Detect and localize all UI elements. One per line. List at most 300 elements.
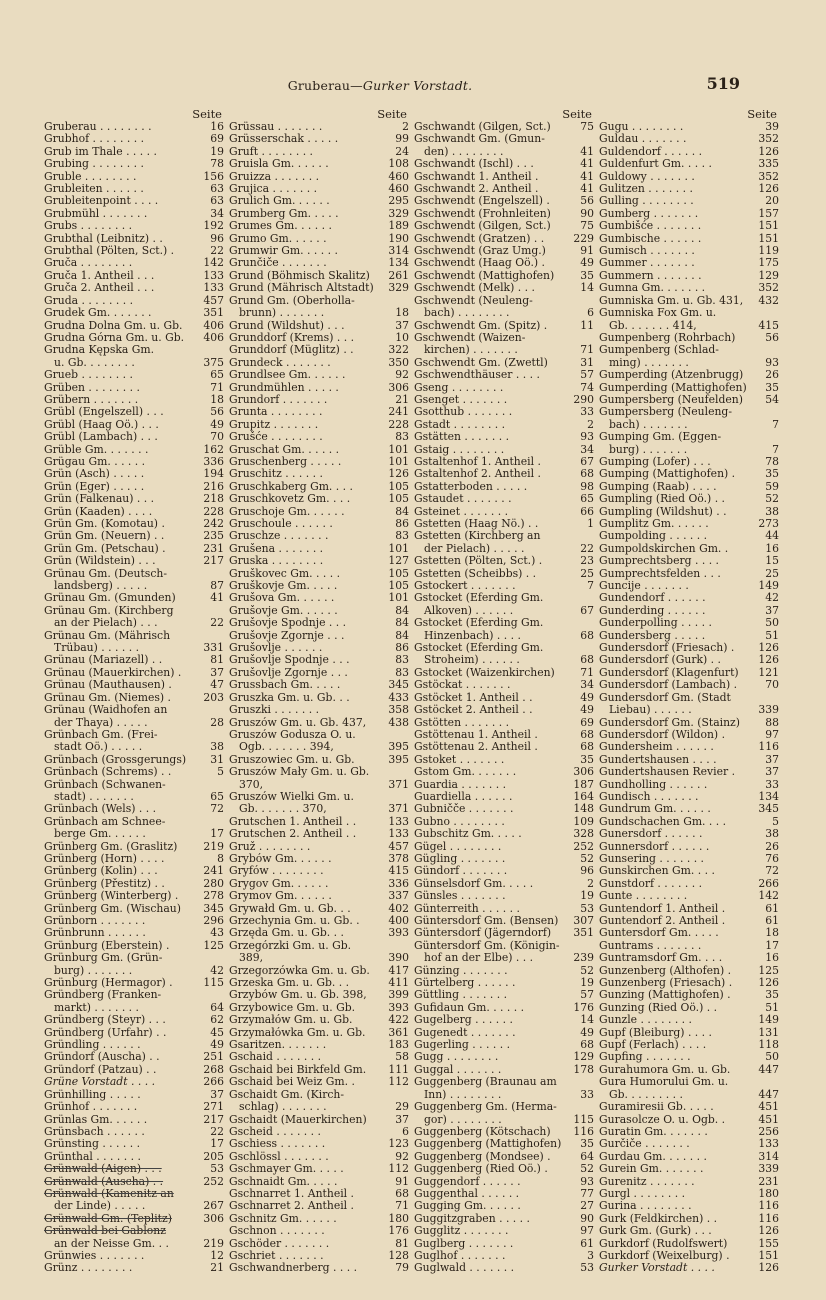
index-entry xyxy=(229,580,409,592)
index-entry-continuation xyxy=(229,741,409,753)
index-place-name: Gumperding (Atzenbrugg) xyxy=(599,369,744,382)
index-place-name: Grussbach Gm. . . . . xyxy=(229,679,341,692)
index-entry xyxy=(599,171,779,183)
index-page-ref: 71 xyxy=(580,666,594,679)
index-page-ref: 75 xyxy=(580,220,594,233)
index-page-ref: 44 xyxy=(765,530,779,543)
index-entry xyxy=(599,382,779,394)
index-place-name: Gstoket . . . . . . . xyxy=(414,753,505,766)
index-place-name: Gschwendt Gm. (Spitz) . xyxy=(414,319,548,332)
index-entry xyxy=(44,890,224,902)
index-entry xyxy=(414,1250,594,1262)
index-place-name: Gruschkovetz Gm. . . . xyxy=(229,493,351,506)
index-entry xyxy=(414,791,594,803)
index-place-name: Gschwendt (Engelszell) . xyxy=(414,195,550,208)
index-entry xyxy=(599,282,779,294)
index-page-ref: 99 xyxy=(395,133,409,146)
index-place-name: Gründberg (Steyr) . . . xyxy=(44,1014,166,1027)
index-place-name: Gründorf (Auscha) . . xyxy=(44,1051,160,1064)
index-page-ref: 35 xyxy=(765,381,779,394)
index-place-name: Grubthal (Pölten, Sct.) . xyxy=(44,245,175,258)
index-page-ref: 134 xyxy=(388,257,409,270)
index-entry xyxy=(229,630,409,642)
index-page-ref: 235 xyxy=(203,530,224,543)
index-entry xyxy=(599,977,779,989)
index-place-name: Grudek Gm. . . . . . . xyxy=(44,307,152,320)
index-entry xyxy=(44,543,224,555)
index-page-ref: 219 xyxy=(203,1237,224,1250)
index-place-name: 389, xyxy=(239,952,264,965)
index-page-ref: 72 xyxy=(210,803,224,816)
index-place-name: Gruszów Wielki Gm. u. xyxy=(229,790,354,803)
index-page-ref: 128 xyxy=(388,1249,409,1262)
index-entry xyxy=(414,382,594,394)
index-place-name: Gumprechtsfelden . . . xyxy=(599,567,721,580)
index-page-ref: 351 xyxy=(573,927,594,940)
index-place-name: Gschaid bei Weiz Gm. . xyxy=(229,1076,355,1089)
index-page-ref: 149 xyxy=(758,580,779,593)
index-page-ref: 176 xyxy=(388,1225,409,1238)
index-page-ref: 129 xyxy=(758,269,779,282)
index-entry xyxy=(229,506,409,518)
index-page-ref: 83 xyxy=(395,654,409,667)
index-place-name: Gunte . . . . . . . . xyxy=(599,890,688,903)
index-entry-continuation xyxy=(414,1114,594,1126)
index-entry xyxy=(414,580,594,592)
index-entry xyxy=(414,1151,594,1163)
index-place-name: Grujica . . . . . . . xyxy=(229,183,318,196)
index-entry xyxy=(599,592,779,604)
index-entry-continuation xyxy=(44,741,224,753)
index-place-name: Gschnarret 2. Antheil . xyxy=(229,1200,354,1213)
index-place-name: Gruschoje Gm. . . . . . xyxy=(229,505,345,518)
index-entry xyxy=(599,568,779,580)
index-place-name: Gumpenberg (Schlad- xyxy=(599,344,719,357)
index-page-ref: 125 xyxy=(203,939,224,952)
index-entry xyxy=(44,568,224,580)
index-page-ref: 84 xyxy=(395,604,409,617)
index-entry xyxy=(44,307,224,319)
index-place-name: Gstöckat . . . . . . . xyxy=(414,679,511,692)
index-page-ref: 406 xyxy=(203,331,224,344)
index-page-ref: 176 xyxy=(573,1001,594,1014)
index-entry xyxy=(599,717,779,729)
index-place-name: Grünau (Mariazell) . . xyxy=(44,654,163,667)
index-page-ref: 52 xyxy=(580,1163,594,1176)
index-page-ref: 126 xyxy=(758,1262,779,1275)
index-page-ref: 41 xyxy=(580,145,594,158)
index-entry xyxy=(229,1238,409,1250)
index-entry xyxy=(414,704,594,716)
index-page-ref: 126 xyxy=(758,977,779,990)
index-page-ref: 96 xyxy=(580,865,594,878)
index-place-name: Gunstdorf . . . . . . . xyxy=(599,877,703,890)
index-place-name: Grünhilling . . . . . xyxy=(44,1088,141,1101)
index-entry xyxy=(414,989,594,1001)
index-entry xyxy=(44,592,224,604)
index-page-ref: 70 xyxy=(210,431,224,444)
index-page-ref: 278 xyxy=(203,890,224,903)
index-entry xyxy=(414,257,594,269)
index-page-ref: 50 xyxy=(765,617,779,630)
index-page-ref: 84 xyxy=(395,617,409,630)
index-entry xyxy=(229,1163,409,1175)
index-entry xyxy=(414,853,594,865)
index-entry xyxy=(44,878,224,890)
index-entry xyxy=(229,1089,409,1101)
index-place-name: Grušovje Zgornje . . . xyxy=(229,629,345,642)
index-entry xyxy=(44,1101,224,1113)
index-place-name: Gschöder . . . . . . . xyxy=(229,1237,330,1250)
index-entry xyxy=(414,555,594,567)
index-place-name: Guldowy . . . . . . . xyxy=(599,170,695,183)
index-page-ref: 35 xyxy=(765,989,779,1002)
index-page-ref: 49 xyxy=(210,418,224,431)
index-entry xyxy=(599,828,779,840)
index-place-name: Grzymałówka Gm. u. Gb. xyxy=(229,1026,366,1039)
index-entry xyxy=(229,989,409,1001)
index-page-ref: 371 xyxy=(388,778,409,791)
index-entry xyxy=(414,233,594,245)
index-entry xyxy=(414,195,594,207)
index-place-name: Grünburg (Eberstein) . xyxy=(44,939,170,952)
index-entry xyxy=(229,915,409,927)
index-entry xyxy=(599,989,779,1001)
index-place-name: Grüben . . . . . . . . xyxy=(44,381,140,394)
index-page-ref: 23 xyxy=(580,555,594,568)
index-place-name: Gundertshausen . . . . xyxy=(599,753,717,766)
column-header-seite: Seite xyxy=(747,107,777,121)
index-entry xyxy=(44,841,224,853)
index-page-ref: 155 xyxy=(758,1237,779,1250)
index-page-ref: 53 xyxy=(210,1163,224,1176)
index-column-1 xyxy=(44,108,224,1275)
index-page-ref: 28 xyxy=(210,716,224,729)
index-entry xyxy=(44,853,224,865)
index-page-ref: 29 xyxy=(395,1101,409,1114)
index-entry xyxy=(414,1200,594,1212)
index-place-name: Grünbach (Grossgerungs) xyxy=(44,753,187,766)
index-entry xyxy=(44,394,224,406)
index-place-name: u. Gb. . . . . . . . xyxy=(54,356,135,369)
index-page-ref: 47 xyxy=(210,679,224,692)
index-entry xyxy=(414,592,594,604)
index-place-name: Gschwendt (Neuleng- xyxy=(414,294,533,307)
index-place-name: Gumpling (Ried Oö.) . . xyxy=(599,493,725,506)
index-place-name: Gundschachen Gm. . . . xyxy=(599,815,727,828)
index-place-name: ming) . . . . . . . xyxy=(609,356,689,369)
index-place-name: Grund (Mährisch Altstadt) xyxy=(229,282,374,295)
index-entry xyxy=(44,667,224,679)
index-page-ref: 35 xyxy=(580,1138,594,1151)
index-page-ref: 296 xyxy=(203,915,224,927)
index-place-name: Gruszów Gm. u. Gb. 437, xyxy=(229,716,367,729)
index-place-name: Gundersdorf (Klagenfurt) xyxy=(599,666,739,679)
index-entry xyxy=(599,245,779,257)
index-page-ref: 119 xyxy=(758,245,779,258)
index-entry-continuation xyxy=(599,419,779,431)
index-page-ref: 2 xyxy=(402,121,409,133)
index-place-name: der Linde) . . . . . xyxy=(54,1200,146,1213)
index-page-ref: 219 xyxy=(203,840,224,853)
index-page-ref: 451 xyxy=(758,1113,779,1126)
index-place-name: Gruft . . . . . . . . xyxy=(229,145,313,158)
index-place-name: Gundersdorf (Gurk) . . xyxy=(599,654,721,667)
index-entry xyxy=(414,481,594,493)
index-entry xyxy=(599,952,779,964)
index-entry-continuation xyxy=(414,146,594,158)
index-entry xyxy=(599,1002,779,1014)
index-place-name: Gründling . . . . . . xyxy=(44,1039,141,1052)
index-place-name: Guntendorf 2. Antheil . xyxy=(599,915,726,927)
index-place-name: Guggenberg (Braunau am xyxy=(414,1076,557,1089)
index-entry xyxy=(414,803,594,815)
index-page-ref: 345 xyxy=(388,679,409,692)
index-page-ref: 101 xyxy=(388,592,409,605)
index-entry xyxy=(229,357,409,369)
index-entry xyxy=(44,692,224,704)
index-page-ref: 395 xyxy=(388,753,409,766)
index-entry xyxy=(599,208,779,220)
index-entry xyxy=(414,890,594,902)
index-page-ref: 76 xyxy=(765,852,779,865)
index-place-name: Gupf (Ferlach) . . . . xyxy=(599,1039,707,1052)
index-entry xyxy=(414,568,594,580)
index-entry xyxy=(229,642,409,654)
index-page-ref: 101 xyxy=(388,542,409,555)
index-page-ref: 26 xyxy=(765,840,779,853)
index-entry xyxy=(414,295,594,307)
index-place-name: Gründorf (Patzau) . . xyxy=(44,1063,157,1076)
index-entry-continuation xyxy=(229,779,409,791)
index-page-ref: 54 xyxy=(765,393,779,406)
index-page-ref: 33 xyxy=(580,406,594,419)
index-place-name: Gstetten (Kirchberg an xyxy=(414,530,541,543)
index-page-ref: 339 xyxy=(758,704,779,717)
index-place-name: Gschwandt (Gilgen, Sct.) xyxy=(414,121,551,133)
index-page-ref: 68 xyxy=(580,741,594,754)
index-entry xyxy=(229,903,409,915)
index-place-name: Gupfing . . . . . . . xyxy=(599,1051,691,1064)
index-page-ref: 105 xyxy=(388,493,409,506)
index-entry xyxy=(599,456,779,468)
index-entry xyxy=(599,220,779,232)
index-entry-continuation xyxy=(44,717,224,729)
index-page-ref: 345 xyxy=(203,902,224,915)
index-page-ref: 162 xyxy=(203,443,224,456)
index-place-name: Gruszów Godusza O. u. xyxy=(229,728,356,741)
index-place-name: Gstötten . . . . . . . xyxy=(414,716,510,729)
index-entry xyxy=(44,630,224,642)
index-entry xyxy=(44,654,224,666)
index-entry xyxy=(599,146,779,158)
index-entry xyxy=(414,1126,594,1138)
index-place-name: Gumniska Gm. u. Gb. 431, xyxy=(599,294,744,307)
index-entry-continuation xyxy=(414,654,594,666)
index-page-ref: 22 xyxy=(580,542,594,555)
index-page-ref: 252 xyxy=(573,840,594,853)
index-entry xyxy=(44,865,224,877)
index-page-ref: 18 xyxy=(765,927,779,940)
index-page-ref: 74 xyxy=(580,381,594,394)
index-entry xyxy=(414,878,594,890)
index-page-ref: 16 xyxy=(210,121,224,133)
index-place-name: Grund (Wildshut) . . . xyxy=(229,319,345,332)
index-page-ref: 339 xyxy=(758,1163,779,1176)
index-place-name: Grzegórzki Gm. u. Gb. xyxy=(229,939,352,952)
index-place-name: Gundersdorf Gm. (Stadt xyxy=(599,691,731,704)
index-place-name: kirchen) . . . . . . . xyxy=(424,344,518,357)
index-page-ref: 126 xyxy=(388,468,409,481)
index-place-name: Grušova Gm. . . . . . xyxy=(229,592,335,605)
index-entry xyxy=(44,493,224,505)
index-entry xyxy=(599,816,779,828)
index-place-name: Gupf (Bleiburg) . . . . xyxy=(599,1026,712,1039)
index-place-name: Gruškovje Gm. . . . . xyxy=(229,580,338,593)
index-page-ref: 68 xyxy=(580,654,594,667)
index-page-ref: 2 xyxy=(587,877,594,890)
index-page-ref: 58 xyxy=(395,1051,409,1064)
index-place-name: Grzegorzówka Gm. u. Gb. xyxy=(229,964,370,977)
index-page-ref: 336 xyxy=(388,877,409,890)
index-entry xyxy=(599,965,779,977)
index-place-name: Gunersdorf . . . . . . xyxy=(599,828,703,841)
index-page-ref: 62 xyxy=(210,1014,224,1027)
header-title xyxy=(0,78,760,93)
index-place-name: Stroheim) . . . . . . xyxy=(424,654,520,667)
index-place-name: Güntersdorf Gm. (Königin- xyxy=(414,939,560,952)
index-place-name: Grušovlje Zgornje . . . xyxy=(229,666,348,679)
index-place-name: Gruschat Gm. . . . . . xyxy=(229,443,340,456)
index-page-ref: 328 xyxy=(573,828,594,841)
index-page-ref: 133 xyxy=(203,282,224,295)
index-entry xyxy=(229,158,409,170)
index-place-name: Gunskirchen Gm. . . . xyxy=(599,865,715,878)
index-page-ref: 228 xyxy=(203,505,224,518)
index-entry xyxy=(229,220,409,232)
index-entry xyxy=(599,332,779,344)
index-page-ref: 451 xyxy=(758,1101,779,1114)
index-page-ref: 192 xyxy=(203,220,224,233)
index-place-name: Gstocket (Eferding Gm. xyxy=(414,642,544,655)
index-entry xyxy=(229,853,409,865)
index-page-ref: 231 xyxy=(758,1175,779,1188)
index-place-name: Gummer . . . . . . . xyxy=(599,257,695,270)
index-place-name: Grundeck . . . . . . . xyxy=(229,356,331,369)
index-page-ref: 6 xyxy=(587,307,594,320)
index-page-ref: 395 xyxy=(388,741,409,754)
index-place-name: Gsenget . . . . . . . xyxy=(414,393,508,406)
index-place-name: Grubhof . . . . . . . . xyxy=(44,133,145,146)
index-place-name: Gruska . . . . . . . . xyxy=(229,555,324,568)
index-entry xyxy=(229,369,409,381)
index-place-name: Grundorf . . . . . . . xyxy=(229,393,328,406)
index-place-name: Grub im Thale . . . . . xyxy=(44,145,157,158)
index-page-ref: 187 xyxy=(573,778,594,791)
index-entry xyxy=(229,481,409,493)
index-entry xyxy=(44,952,224,964)
index-entry xyxy=(599,406,779,418)
index-page-ref: 37 xyxy=(765,604,779,617)
index-place-name: Günzing . . . . . . . xyxy=(414,964,508,977)
index-place-name: Grubmühl . . . . . . . xyxy=(44,207,148,220)
index-entry xyxy=(44,233,224,245)
index-page-ref: 68 xyxy=(580,468,594,481)
index-place-name: Gumping (Lofer) . . . xyxy=(599,455,711,468)
index-page-ref: 157 xyxy=(758,207,779,220)
index-place-name: burg) . . . . . . . xyxy=(609,443,688,456)
index-page-ref: 83 xyxy=(395,431,409,444)
index-place-name: Grün Gm. (Neuern) . . xyxy=(44,530,165,543)
index-page-ref: 241 xyxy=(203,865,224,878)
index-place-name: berge Gm. . . . . . xyxy=(54,828,146,841)
index-place-name: Grušena . . . . . . . xyxy=(229,542,324,555)
index-entry xyxy=(414,468,594,480)
index-place-name: an der Neisse Gm. . . xyxy=(54,1237,169,1250)
column-header-seite: Seite xyxy=(377,107,407,121)
index-page-ref: 331 xyxy=(203,642,224,655)
index-entry xyxy=(229,543,409,555)
index-place-name: Gummern . . . . . . . xyxy=(599,269,702,282)
index-entry xyxy=(414,903,594,915)
index-entry xyxy=(229,1200,409,1212)
index-place-name: Hinzenbach) . . . . xyxy=(424,629,521,642)
index-place-name: Grudna Górna Gm. u. Gb. xyxy=(44,331,185,344)
index-place-name: Gunzle . . . . . . . . xyxy=(599,1014,692,1027)
index-entry xyxy=(599,1076,779,1088)
index-place-name: Gumpersberg (Neufelden) xyxy=(599,393,743,406)
index-entry xyxy=(414,369,594,381)
index-page-ref: 126 xyxy=(758,183,779,196)
index-entry xyxy=(414,332,594,344)
index-place-name: Gundersdorf (Wildon) . xyxy=(599,728,726,741)
index-entry xyxy=(229,940,409,952)
index-entry xyxy=(229,382,409,394)
index-entry xyxy=(229,841,409,853)
index-entry xyxy=(44,704,224,716)
index-entry xyxy=(44,171,224,183)
index-page-ref: 149 xyxy=(758,1014,779,1027)
index-place-name: Grubs . . . . . . . . xyxy=(44,220,133,233)
index-place-name: Grzymałów Gm. u. Gb. xyxy=(229,1014,353,1027)
index-entry xyxy=(44,1151,224,1163)
header-title-main: Gruberau— xyxy=(287,78,363,93)
index-place-name: Gsotthub . . . . . . . xyxy=(414,406,513,419)
index-place-name: Gundersdorf (Lambach) . xyxy=(599,679,738,692)
index-place-name: Grünbrunn . . . . . . xyxy=(44,927,146,940)
index-place-name: Gstöcket 1. Antheil . . xyxy=(414,691,533,704)
index-entry xyxy=(229,1262,409,1274)
index-entry xyxy=(44,195,224,207)
index-place-name: Grünbach am Schnee- xyxy=(44,815,166,828)
index-place-name: Gstetten (Haag Nö.) . . xyxy=(414,518,539,530)
index-entry xyxy=(44,220,224,232)
index-page-ref: 190 xyxy=(388,232,409,245)
index-entry xyxy=(44,481,224,493)
index-place-name: der Thaya) . . . . . xyxy=(54,716,148,729)
index-entry xyxy=(229,493,409,505)
index-entry xyxy=(44,518,224,530)
index-place-name: Grunddorf (Müglitz) . . xyxy=(229,344,354,357)
index-entry xyxy=(414,741,594,753)
index-place-name: Gurahumora Gm. u. Gb. xyxy=(599,1063,731,1076)
index-page-ref: 422 xyxy=(388,1014,409,1027)
index-entry-continuation xyxy=(44,828,224,840)
index-place-name: Gschwandnerberg . . . . xyxy=(229,1262,358,1275)
index-place-name: Alkoven) . . . . . . xyxy=(424,604,514,617)
index-page-ref: 39 xyxy=(765,121,779,133)
index-place-name: Grünwies . . . . . . . xyxy=(44,1249,145,1262)
